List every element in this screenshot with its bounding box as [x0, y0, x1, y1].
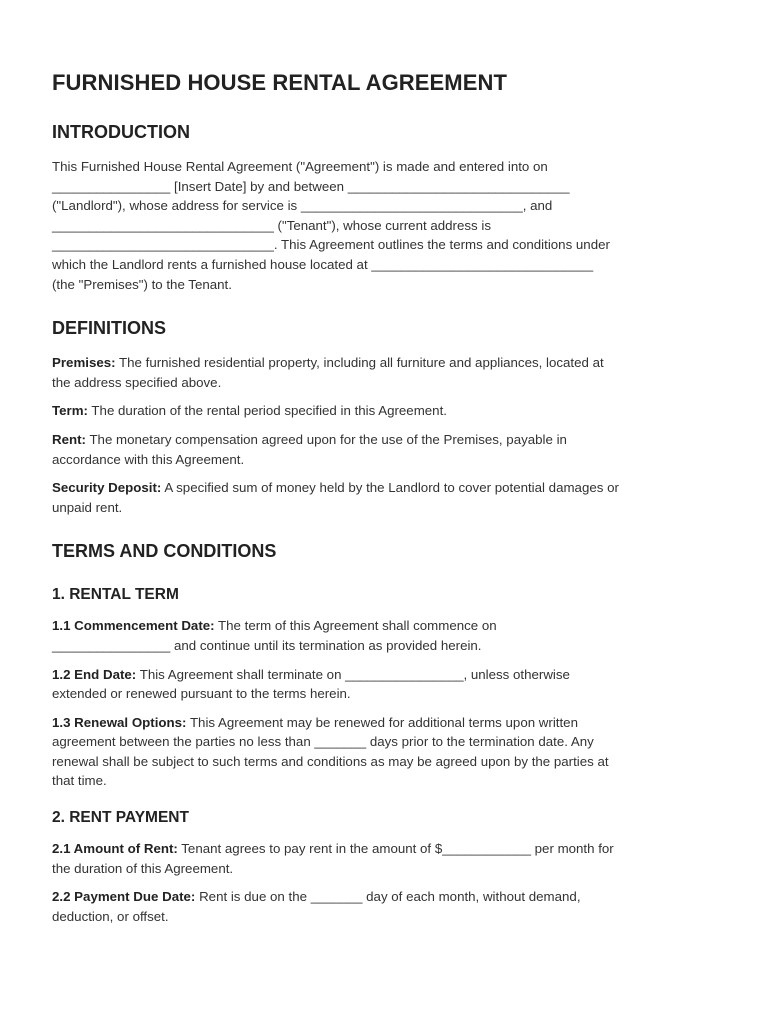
clause-end-date: [52, 665, 720, 704]
definition-text: The monetary compensation agreed upon for the use of the Premises, payable in: [85, 431, 567, 447]
rental-term-heading: 1. RENTAL TERM: [52, 586, 179, 604]
definition-text: The furnished residential property, including all furniture and appliances, located at: [115, 355, 604, 371]
clause-term: 1.2 End Date:: [52, 666, 137, 682]
clause-text: agreement between the parties no less than _______ days prior to the termination date. Any: [52, 734, 594, 750]
introduction-paragraph: [52, 157, 720, 294]
definition-premises: [52, 353, 720, 392]
rent-payment-section: [52, 809, 720, 926]
clause-text: extended or renewed pursuant to the terms herein.: [52, 686, 351, 702]
definition-term: Term:: [52, 403, 88, 419]
introduction-section: [52, 122, 720, 294]
introduction-line: ________________ [Insert Date] by and between ______________________________: [52, 178, 570, 194]
clause-payment-due-date: [52, 887, 720, 926]
clause-text: Tenant agrees to pay rent in the amount of $____________ per month for: [177, 841, 614, 857]
introduction-line: This Furnished House Rental Agreement ("Agreement") is made and entered into on: [52, 159, 548, 174]
clause-term: 2.1 Amount of Rent:: [52, 841, 178, 857]
clause-text: This Agreement shall terminate on ________________, unless otherwise: [136, 666, 570, 682]
terms-section: [52, 541, 720, 926]
definitions-section: [52, 318, 720, 517]
clause-term: 1.3 Renewal Options:: [52, 714, 187, 730]
rental-term-section: [52, 586, 720, 791]
clause-text: ________________ and continue until its termination as provided herein.: [52, 637, 482, 653]
definition-text: accordance with this Agreement.: [52, 451, 245, 467]
definition-term: Security Deposit:: [52, 480, 162, 496]
clause-text: The term of this Agreement shall commence on: [214, 618, 497, 634]
clause-text: Rent is due on the _______ day of each month, without demand,: [195, 889, 581, 905]
introduction-line: ______________________________ ("Tenant"), whose current address is: [52, 217, 491, 233]
definition-text: unpaid rent.: [52, 499, 123, 515]
clause-text: deduction, or offset.: [52, 908, 169, 924]
clause-renewal-options: [52, 713, 720, 791]
clause-text: that time.: [52, 773, 107, 789]
introduction-heading: INTRODUCTION: [52, 122, 190, 142]
definition-text: the address specified above.: [52, 374, 222, 390]
introduction-line: (the "Premises") to the Tenant.: [52, 276, 232, 292]
definition-term-item: [52, 401, 720, 421]
terms-heading: TERMS AND CONDITIONS: [52, 541, 277, 562]
document-title: FURNISHED HOUSE RENTAL AGREEMENT: [52, 70, 508, 95]
introduction-line: which the Landlord rents a furnished house located at ______________________________: [52, 256, 594, 272]
clause-text: the duration of this Agreement.: [52, 860, 234, 876]
clause-amount-of-rent: [52, 839, 720, 878]
definition-rent: [52, 430, 720, 469]
clause-commencement-date: [52, 616, 720, 655]
definition-term: Rent:: [52, 431, 86, 447]
clause-text: renewal shall be subject to such terms and conditions as may be agreed upon by the parties at: [52, 753, 609, 769]
clause-text: This Agreement may be renewed for additional terms upon written: [186, 714, 578, 730]
introduction-line: ______________________________. This Agreement outlines the terms and conditions under: [52, 237, 610, 253]
definition-text: A specified sum of money held by the Landlord to cover potential damages or: [161, 480, 619, 496]
introduction-line: ("Landlord"), whose address for service is ______________________________, and: [52, 198, 553, 214]
clause-term: 1.1 Commencement Date:: [52, 618, 215, 634]
rent-payment-heading: 2. RENT PAYMENT: [52, 809, 189, 827]
definition-text: The duration of the rental period specified in this Agreement.: [87, 403, 447, 419]
definition-term: Premises:: [52, 355, 116, 371]
definition-security-deposit: [52, 478, 720, 517]
clause-term: 2.2 Payment Due Date:: [52, 889, 196, 905]
definitions-heading: DEFINITIONS: [52, 318, 167, 339]
